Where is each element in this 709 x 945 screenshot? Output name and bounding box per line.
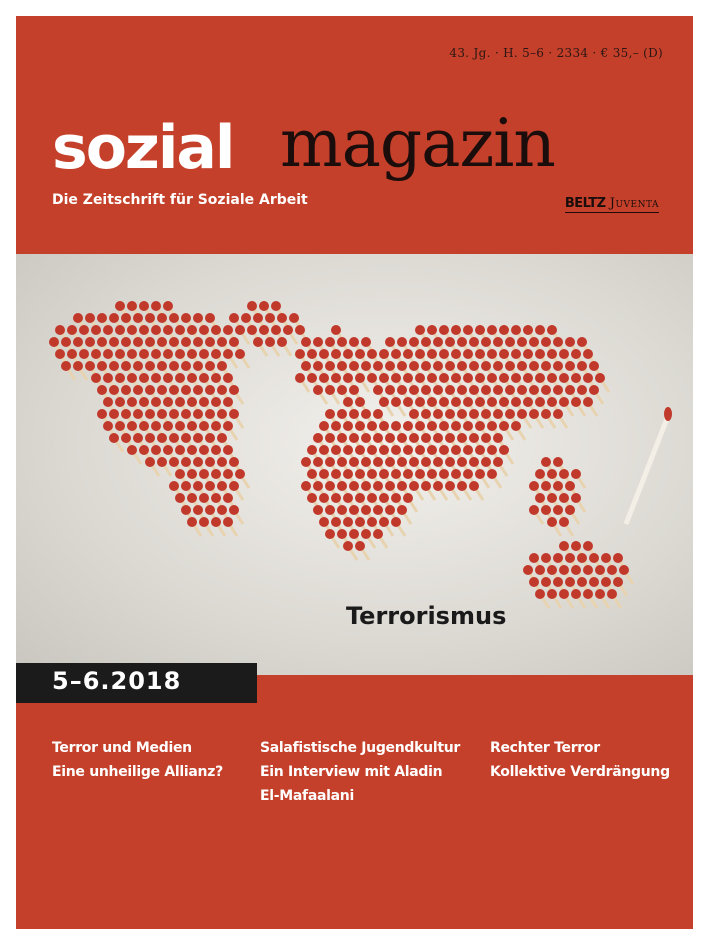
teaser-heading: Salafistische Jugendkultur — [260, 740, 460, 756]
issue-date-bar — [16, 663, 257, 703]
single-match-head — [664, 407, 672, 421]
single-matchstick — [626, 416, 668, 524]
teaser-subtitle: El-Mafaalani — [260, 788, 354, 804]
cover-photo-matchstick-world-map — [16, 254, 693, 675]
issue-info: 43. Jg. · H. 5–6 · 2334 · € 35,– (D) — [449, 46, 663, 60]
teaser-1 — [52, 736, 252, 784]
teaser-heading: Terror und Medien — [52, 740, 192, 756]
teaser-2 — [260, 736, 480, 808]
masthead-magazin: magazin — [280, 105, 555, 182]
teaser-subtitle: Ein Interview mit Aladin — [260, 764, 443, 780]
issue-date: 5–6.2018 — [52, 667, 182, 695]
teaser-subtitle: Eine unheilige Allianz? — [52, 764, 223, 780]
teaser-3 — [490, 736, 690, 784]
publisher-logo — [565, 196, 659, 213]
masthead-sozial: sozial — [52, 113, 234, 183]
matchsticks — [49, 301, 633, 608]
teaser-subtitle: Kollektive Verdrängung — [490, 764, 670, 780]
tagline: Die Zeitschrift für Soziale Arbeit — [52, 192, 308, 208]
publisher-beltz: BELTZ — [564, 196, 606, 211]
teaser-heading: Rechter Terror — [490, 740, 600, 756]
magazine-cover — [16, 16, 693, 929]
publisher-juventa: Juventa — [609, 196, 659, 211]
photo-caption: Terrorismus — [346, 602, 507, 630]
masthead — [52, 105, 672, 188]
